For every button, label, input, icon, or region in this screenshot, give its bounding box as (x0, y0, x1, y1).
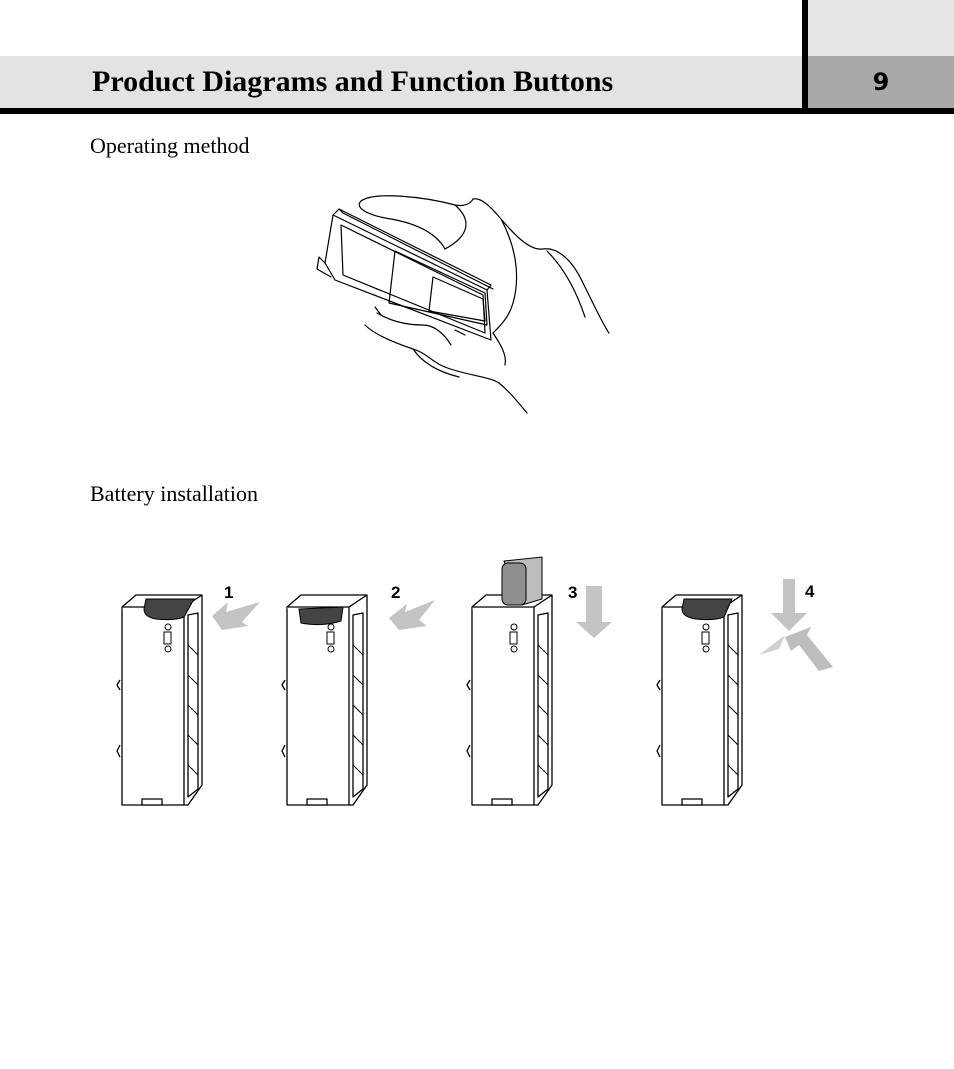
page-number-box (808, 56, 954, 108)
device-step-1 (112, 585, 212, 815)
hand-holding-device-illustration (295, 185, 625, 425)
page-tab-top (808, 0, 954, 56)
step-2-arrow (385, 578, 445, 636)
step-4-arrows (755, 575, 837, 675)
header-rule (0, 108, 954, 114)
device-step-2 (277, 585, 377, 815)
device-step-3 (462, 555, 562, 815)
operating-method-label: Operating method (90, 133, 250, 158)
step-number-2: 2 (391, 583, 401, 602)
device-step-4 (652, 585, 752, 815)
step-3-arrow (562, 578, 622, 640)
battery-icon (502, 563, 526, 605)
step-1-arrow (208, 578, 268, 636)
battery-installation-label: Battery installation (90, 481, 259, 506)
page-number: 9 (872, 68, 890, 96)
page-title: Product Diagrams and Function Buttons (92, 65, 614, 98)
step-number-3: 3 (568, 583, 578, 602)
step-number-4: 4 (805, 582, 815, 601)
step-number-1: 1 (224, 583, 234, 602)
